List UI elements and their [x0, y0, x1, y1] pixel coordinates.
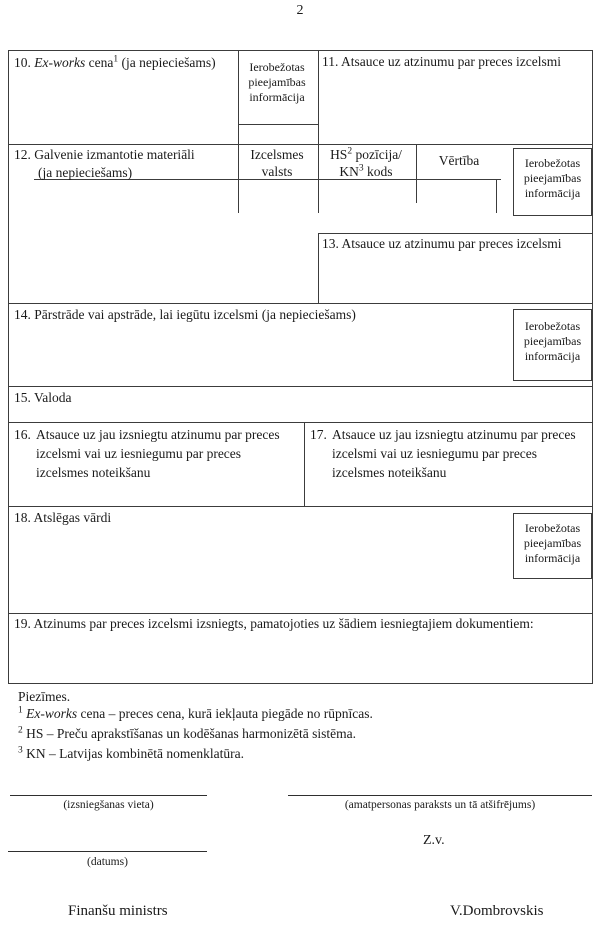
signature-line-place [10, 795, 207, 796]
row-divider [9, 303, 592, 304]
footnote-1: $^1$ Ex-works cena – preces cena, kurā iekļauta piegāde no rūpnīcas. [18, 705, 373, 721]
signature-line-official [288, 795, 592, 796]
cell-10: 10. Ex-works cena$^1$ (ja nepieciešams) [14, 54, 216, 70]
cell-15: 15. Valoda [14, 390, 72, 405]
column-header-hs-kn-code: $HS^2$ pozīcija/ $KN^3$ kods [330, 146, 402, 179]
signature-official-label: (amatpersonas paraksts un tā atšifrējums) [344, 799, 536, 811]
cell-17 [310, 425, 586, 482]
cell-18: 18. Atslēgas vārdi [14, 510, 112, 525]
cell-16 [14, 425, 286, 482]
restricted-info-label: Ierobežotas pieejamības informācija [248, 60, 306, 104]
footnote-2: $^2$ HS – Preču aprakstīšanas un kodēšanas harmonizētā sistēma. [18, 725, 357, 741]
row-divider [9, 144, 592, 145]
footnote-ref-3: 3 [358, 163, 364, 174]
restricted-info-box-12 [513, 148, 592, 216]
page-number: 2 [296, 3, 304, 18]
cell-17-text: Atsauce uz jau izsniegtu atzinumu par preces izcelsmi vai uz iesniegumu par preces izcelsmes noteikšanu [332, 427, 576, 480]
cell-19: 19. Atzinums par preces izcelsmi izsniegts, pamatojoties uz šādiem iesniegtajiem dokumentiem: [14, 616, 534, 631]
minister-title: Finanšu ministrs [68, 903, 168, 919]
restricted-info-label: Ierobežotas pieejamības informācija [523, 319, 582, 363]
row-divider [9, 613, 592, 614]
ex-works-term: Ex-works [34, 55, 86, 70]
cell-13: 13. Atsauce uz atzinumu par preces izcelsmi [322, 236, 562, 251]
footnote-3: $^3$ KN – Latvijas kombinētā nomenklatūra. [18, 745, 244, 761]
cell-12-line1: 12. Galvenie izmantotie materiāli [14, 147, 195, 162]
cell-16-number: 16. [14, 427, 31, 442]
column-header-value: Vērtība [438, 153, 480, 168]
ex-works-term: Ex-works [22, 706, 78, 721]
signature-place-label: (izsniegšanas vieta) [63, 799, 154, 811]
restricted-info-box-18 [513, 513, 592, 579]
restricted-info-box-14 [513, 309, 592, 381]
signature-date-label: (datums) [87, 856, 128, 868]
column-divider [496, 179, 497, 213]
row-divider [9, 386, 592, 387]
cell-11: 11. Atsauce uz atzinumu par preces izcelsmi [322, 54, 562, 69]
footnote-ref-1: 1 [113, 54, 119, 65]
row-divider [9, 506, 592, 507]
row-divider [9, 422, 592, 423]
minister-name: V.Dombrovskis [450, 903, 544, 919]
restricted-info-label: Ierobežotas pieejamības informācija [523, 521, 582, 565]
notes-heading: Piezīmes. [18, 689, 71, 704]
restricted-info-box-10 [238, 60, 316, 105]
cell-14: 14. Pārstrāde vai apstrāde, lai iegūtu izcelsmi (ja nepieciešams) [14, 307, 356, 322]
cell-17-number: 17. [310, 427, 327, 442]
restricted-info-label: Ierobežotas pieejamības informācija [523, 156, 582, 200]
cell-16-17-divider [304, 422, 305, 506]
footnote-ref-2: 2 [347, 146, 353, 157]
cell-12-line2: (ja nepieciešams) [38, 165, 133, 180]
cell-16-text: Atsauce uz jau izsniegtu atzinumu par preces izcelsmi vai uz iesniegumu par preces izcelsmes noteikšanu [36, 427, 280, 480]
seal-placeholder: Z.v. [423, 833, 445, 848]
restricted-box-10-bottom [238, 124, 319, 125]
column-divider [318, 51, 319, 213]
column-header-origin-country: Izcelsmes valsts [250, 147, 304, 179]
signature-line-date [8, 851, 207, 852]
